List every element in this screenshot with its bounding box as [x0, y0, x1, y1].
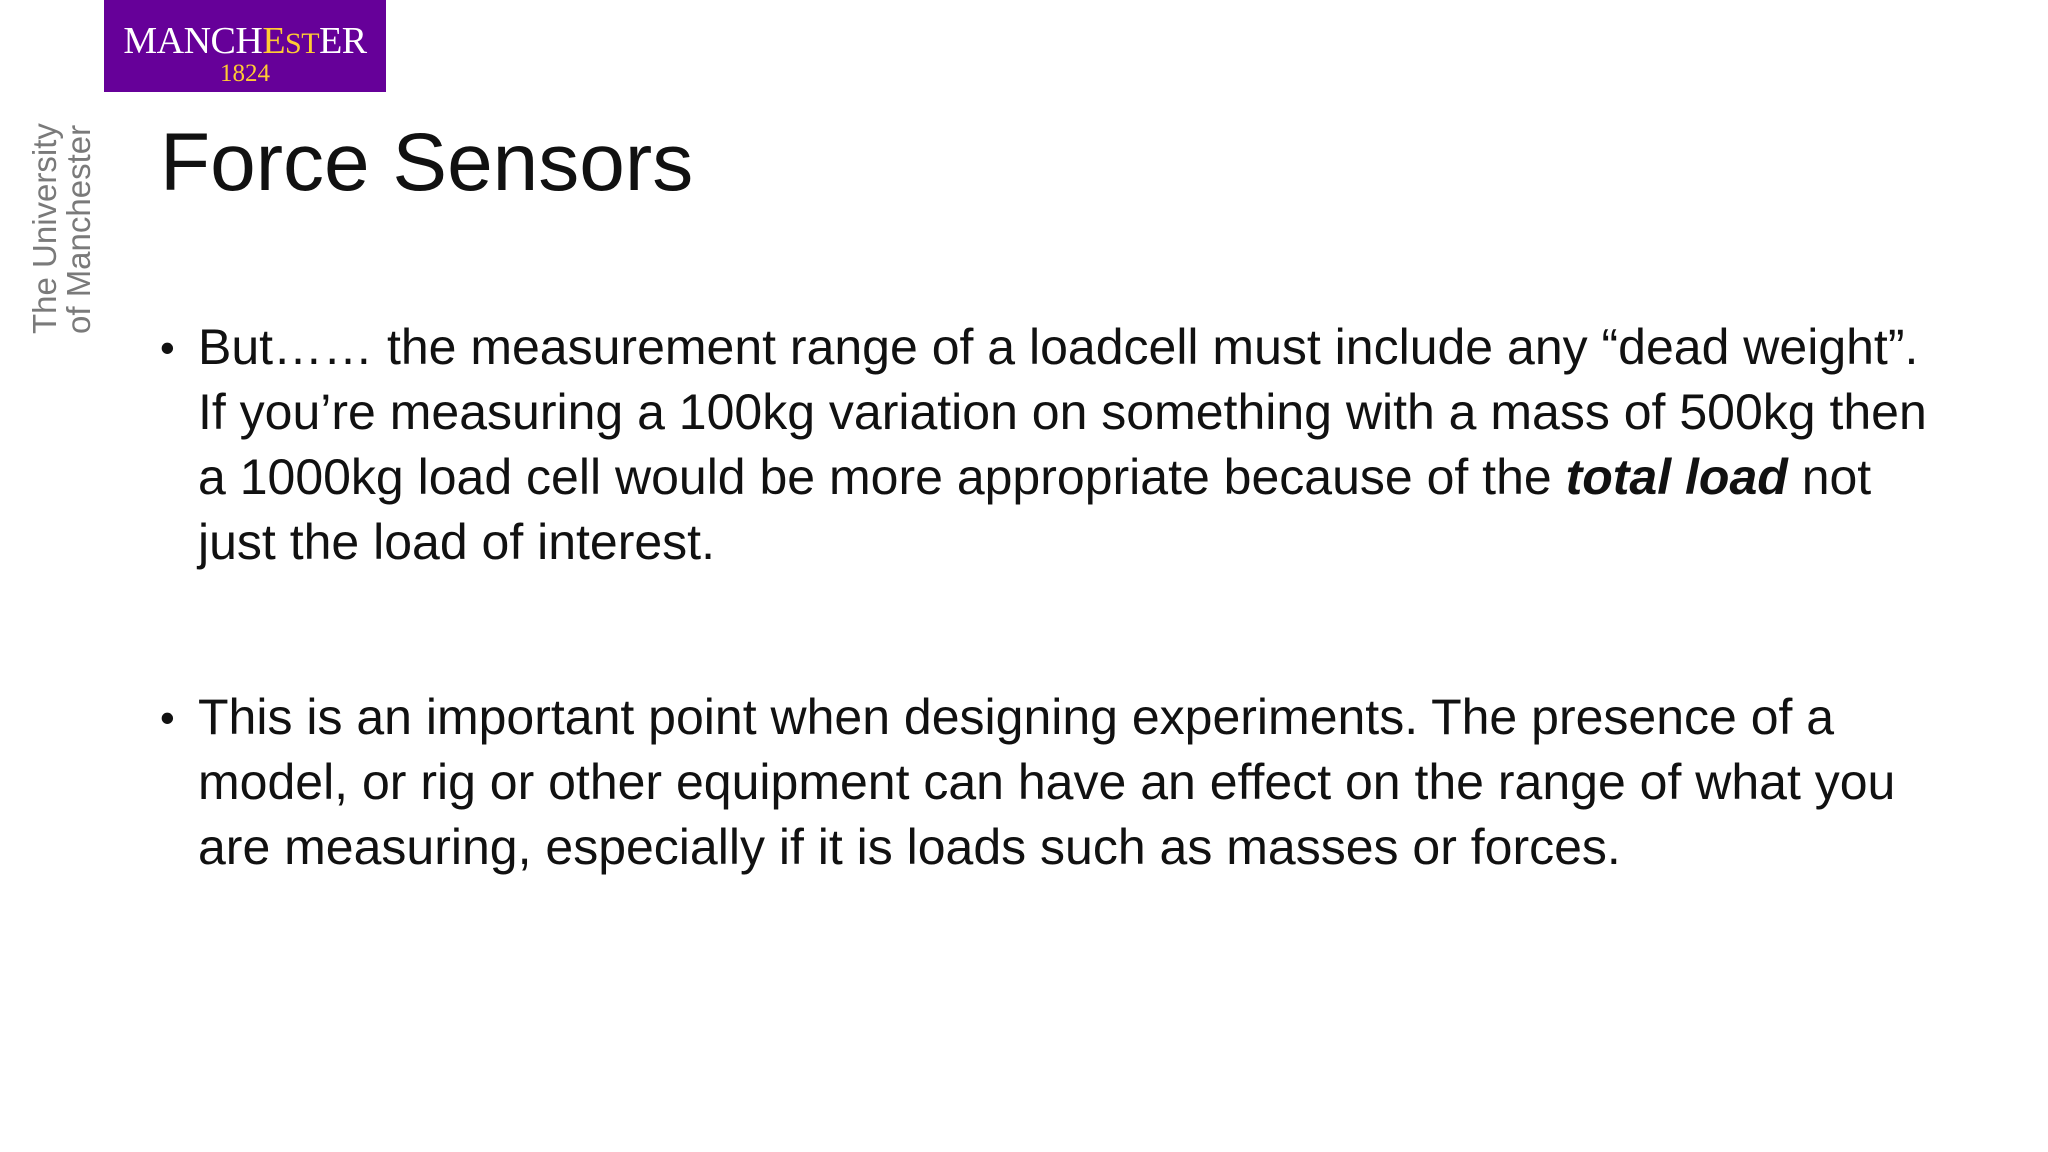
- side-label-line2: of Manchester: [60, 124, 97, 334]
- bullet-text-end: not just the load of interest.: [198, 449, 1872, 570]
- logo-wordmark: MANCHESTER: [123, 20, 367, 62]
- side-label-line1: The University: [26, 123, 63, 334]
- bullet-list: [160, 315, 1960, 880]
- bullet-icon: •: [160, 694, 175, 741]
- bullet-emphasis: total load: [1565, 449, 1788, 505]
- bullet-item: [160, 315, 1960, 575]
- bullet-icon: •: [160, 324, 175, 371]
- bullet-item: [160, 685, 1960, 880]
- bullet-text: But…… the measurement range of a loadcell must include any “dead weight”. If you’re measuring a 100kg variation on something with a mass of 500kg then a 1000kg load cell would be more appropriate because of the: [198, 319, 1927, 505]
- logo-year: 1824: [220, 60, 270, 87]
- slide-title: Force Sensors: [160, 117, 694, 208]
- university-logo: [104, 0, 386, 92]
- university-side-label: [26, 123, 97, 334]
- bullet-text: This is an important point when designing experiments. The presence of a model, or rig or other equipment can have an effect on the range of what you are measuring, especially if it is loads such as masses or forces.: [198, 689, 1896, 875]
